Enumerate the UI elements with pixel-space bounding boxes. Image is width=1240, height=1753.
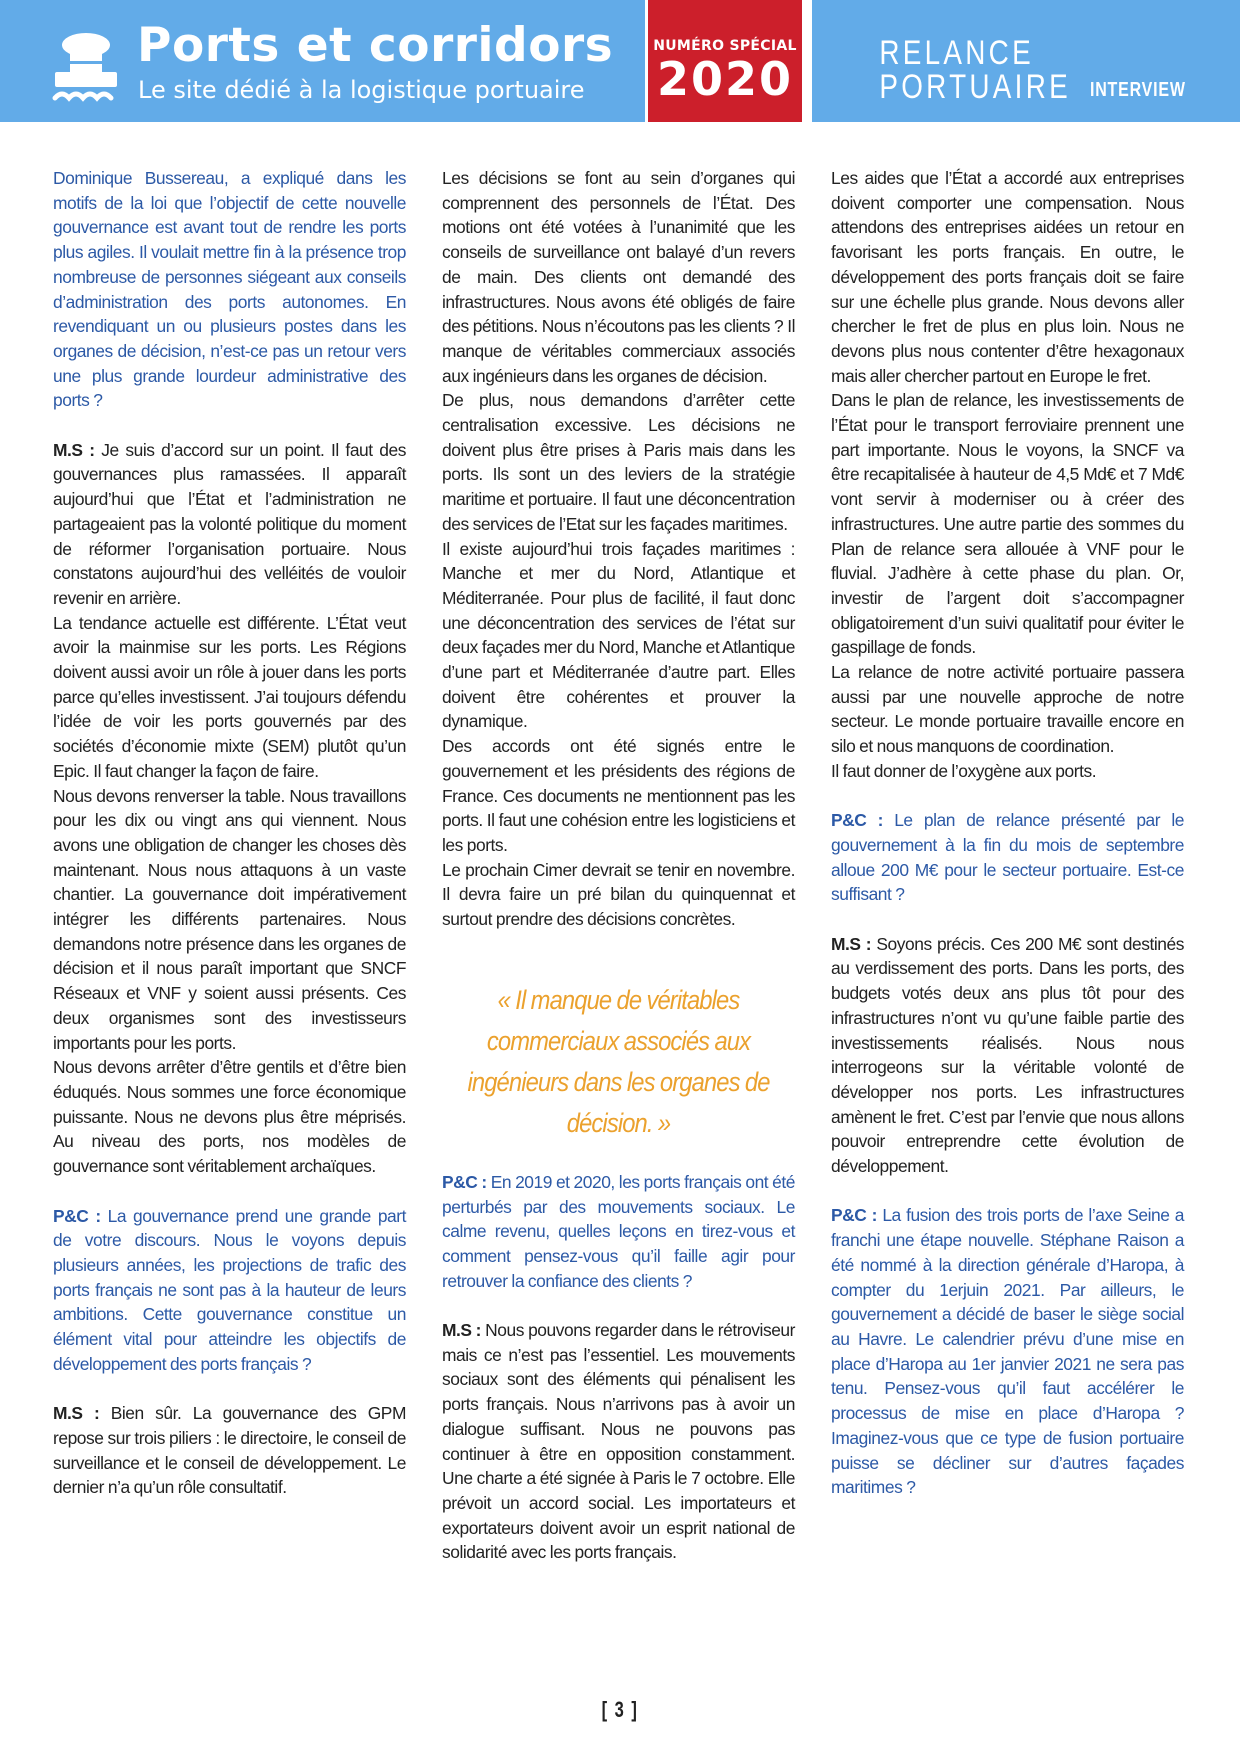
answer-text: Soyons précis. Ces 200 M€ sont destinés au verdissement des ports. Dans les ports, des budgets votés deux ans plus tôt pour des infrastructures n’ont vu qu’une faible partie des investissements réalisés. Nous nous interrogeons sur la véritable volonté de développer nos ports. Les infrastructures amènent le fret. C’est par l’envie que nous allons pouvoir entreprendre cette évolution de développement.	[831, 933, 1184, 1177]
question-text: La gouvernance prend une grande part de votre discours. Nous le voyons depuis plusieurs années, les projections de trafic des ports français ne sont pas à la hauteur de leurs ambitions. Cette gouvernance constitue un élément vital pour atteindre les objectifs de développement des ports français ?	[53, 1205, 406, 1374]
special-issue-label: NUMÉRO SPÉCIAL	[653, 38, 797, 54]
question-paragraph	[831, 808, 1184, 907]
answer-paragraph: Nous devons renverser la table. Nous travaillons pour les dix ou vingt ans qui viennent. Nous avons une obligation de changer les choses dès maintenant. Nous nous attaquons à un vaste chantier. La gouvernance doit impérativement intégrer les différents partenaires. Nous demandons notre présence dans les organes de décision et il nous paraît important que SNCF Réseaux et VNF y soient aussi présents. Ces deux organismes sont des investisseurs importants pour les ports.	[53, 785, 406, 1053]
answer-text: Je suis d’accord sur un point. Il faut des gouvernances plus ramassées. Il apparaît aujourd’hui que l’État et l’administration ne partageaient pas la volonté politique du moment de réformer l’organisation portuaire. Nous constatons aujourd’hui des velléités de vouloir revenir en arrière.	[53, 439, 406, 608]
pull-quote: « Il manque de véritables commerciaux associés aux ingénieurs dans les organes de décision. »	[467, 984, 770, 1138]
speaker-label: M.S :	[53, 1403, 100, 1424]
speaker-label: P&C :	[442, 1171, 487, 1192]
special-issue-year: 2020	[656, 52, 794, 106]
site-title: Ports et corridors	[137, 18, 614, 73]
speaker-label: P&C :	[831, 1205, 878, 1226]
question-paragraph	[831, 1203, 1184, 1499]
speaker-label: M.S :	[442, 1320, 482, 1340]
speaker-label: P&C :	[53, 1205, 101, 1226]
answer-paragraph: Les aides que l’État a accordé aux entreprises doivent comporter une compensation. Nous attendons des entreprises aidées un retour en favorisant les ports français. En outre, le développement des ports français doit se faire sur une échelle plus grande. Nous devons aller chercher le fret de plus en plus loin. Nous ne devons plus nous contenter d’être hexagonaux mais aller chercher partout en Europe le fret.	[831, 168, 1184, 386]
speaker-label: M.S :	[53, 439, 95, 460]
bollard-waves-icon	[50, 32, 122, 104]
answer-text: Bien sûr. La gouvernance des GPM repose sur trois piliers : le directoire, le conseil de surveillance et le conseil de développement. Le dernier n’a qu’un rôle consultatif.	[53, 1403, 406, 1498]
site-subtitle: Le site dédié à la logistique portuaire	[138, 76, 585, 104]
answer-paragraph	[53, 438, 406, 611]
special-issue-badge	[648, 0, 802, 122]
answer-paragraph	[831, 932, 1184, 1179]
answer-paragraph: Nous devons arrêter d’être gentils et d’être bien éduqués. Nous sommes une force économique puissante. Nous ne devons plus être méprisés. Au niveau des ports, nos modèles de gouvernance sont véritablement archaïques.	[53, 1057, 406, 1177]
question-paragraph	[442, 1170, 795, 1294]
article-column-1	[53, 166, 406, 1500]
article-column-2	[442, 166, 795, 1565]
answer-paragraph: Des accords ont été signés entre le gouvernement et les présidents des régions de France. Ces documents ne mentionnent pas les ports. Il faut une cohésion entre les logisticiens et les ports.	[442, 736, 795, 855]
answer-text: Nous pouvons regarder dans le rétroviseur mais ce n’est pas l’essentiel. Les mouvements sociaux sont des éléments qui pénalisent les ports français. Nous n’arrivons pas à avoir un dialogue suffisant. Nous ne pouvons pas continuer à être en opposition constamment. Une charte a été signée à Paris le 7 octobre. Elle prévoit un accord social. Les importateurs et exportateurs doivent avoir un esprit national de solidarité avec les ports français.	[442, 1320, 795, 1563]
section-title: RELANCE PORTUAIRE	[879, 34, 1071, 106]
answer-paragraph: Le prochain Cimer devrait se tenir en novembre. Il devra faire un pré bilan du quinquennat et surtout prendre des décisions concrètes.	[442, 859, 795, 930]
question-text: La fusion des trois ports de l’axe Seine a franchi une étape nouvelle. Stéphane Raison a été nommé à la direction générale d’Haropa, à compter du 1erjuin 2021. Par ailleurs, le gouvernement a décidé de baser le siège social au Havre. Le calendrier prévu d’une mise en place d’Haropa au 1er janvier 2021 ne sera pas tenu. Pensez-vous qu’il faut accélérer le processus de mise en place d’Haropa ? Imaginez-vous que ce type de fusion portuaire puisse se décliner sur d’autres façades maritimes ?	[831, 1205, 1184, 1498]
page-number: [ 3 ]	[601, 1697, 639, 1722]
page-header	[0, 0, 1240, 122]
answer-paragraph	[53, 1401, 406, 1500]
article-column-3	[831, 166, 1184, 1500]
question-text: En 2019 et 2020, les ports français ont été perturbés par des mouvements sociaux. Le calme revenu, quelles leçons en tirez-vous et comment pensez-vous qu’il faille agir pour retrouver la confiance des clients ?	[442, 1171, 795, 1291]
answer-paragraph: Il faut donner de l’oxygène aux ports.	[831, 760, 1097, 781]
answer-paragraph: La tendance actuelle est différente. L’État veut avoir la mainmise sur les ports. Les Régions doivent aussi avoir un rôle à jouer dans les ports parce qu’elles investissent. J’ai toujours défendu l’idée de voir les ports gouvernés par des sociétés d’économie mixte (SEM) plutôt qu’un Epic. Il faut changer la façon de faire.	[53, 612, 406, 781]
question-text: Le plan de relance présenté par le gouvernement à la fin du mois de septembre alloue 200 M€ pour le secteur portuaire. Est-ce suffisant ?	[831, 810, 1184, 905]
section-banner	[812, 0, 1240, 122]
answer-paragraph	[442, 1318, 795, 1565]
speaker-label: P&C :	[831, 810, 883, 831]
question-paragraph: Dominique Bussereau, a expliqué dans les motifs de la loi que l’objectif de cette nouvelle gouvernance est avant tout de rendre les ports plus agiles. Il voulait mettre fin à la présence trop nombreuse de personnes siégeant aux conseils d’administration des ports autonomes. En revendiquant un ou plusieurs postes dans les organes de décision, n’est-ce pas un retour vers une plus grande lourdeur administrative des ports ?	[53, 168, 406, 411]
answer-paragraph: De plus, nous demandons d’arrêter cette centralisation excessive. Les décisions ne doivent plus être prises à Paris mais dans les ports. Ils sont un des leviers de la stratégie maritime et portuaire. Il faut une déconcentration des services de l’Etat sur les façades maritimes.	[442, 390, 795, 534]
speaker-label: M.S :	[831, 933, 872, 954]
answer-paragraph: Dans le plan de relance, les investissements de l’État pour le transport ferroviaire prennent une part importante. Nous le voyons, la SNCF va être recapitalisée à hauteur de 4,5 Md€ et 7 Md€ vont servir à moderniser ou à créer des infrastructures. Une autre partie des sommes du Plan de relance sera allouée à VNF pour le fluvial. J’adhère à cette phase du plan. Or, investir de l’argent doit s’accompagner obligatoirement d’un suivi qualitatif pour éviter le gaspillage de fonds.	[831, 390, 1184, 658]
answer-paragraph: La relance de notre activité portuaire passera aussi par une nouvelle approche de notre secteur. Le monde portuaire travaille encore en silo et nous manquons de coordination.	[831, 662, 1184, 757]
site-banner	[0, 0, 645, 122]
section-subtitle: INTERVIEW	[1090, 79, 1186, 101]
question-paragraph	[53, 1204, 406, 1377]
answer-paragraph: Les décisions se font au sein d’organes qui comprennent des personnels de l’État. Des motions ont été votées à l’unanimité que les conseils de surveillance ont balayé d’un revers de main. Des clients ont demandé des infrastructures. Nous avons été obligés de faire des pétitions. Nous n’écoutons pas les clients ? Il manque de véritables commerciaux associés aux ingénieurs dans les organes de décision.	[442, 168, 795, 386]
answer-paragraph: Il existe aujourd’hui trois façades maritimes : Manche et mer du Nord, Atlantique et Méditerranée. Pour plus de facilité, il faut donc une déconcentration des services de l’état sur deux façades mer du Nord, Manche et Atlantique d’une part et Méditerranée d’autre part. Elles doivent être cohérentes et prouver la dynamique.	[442, 538, 795, 732]
